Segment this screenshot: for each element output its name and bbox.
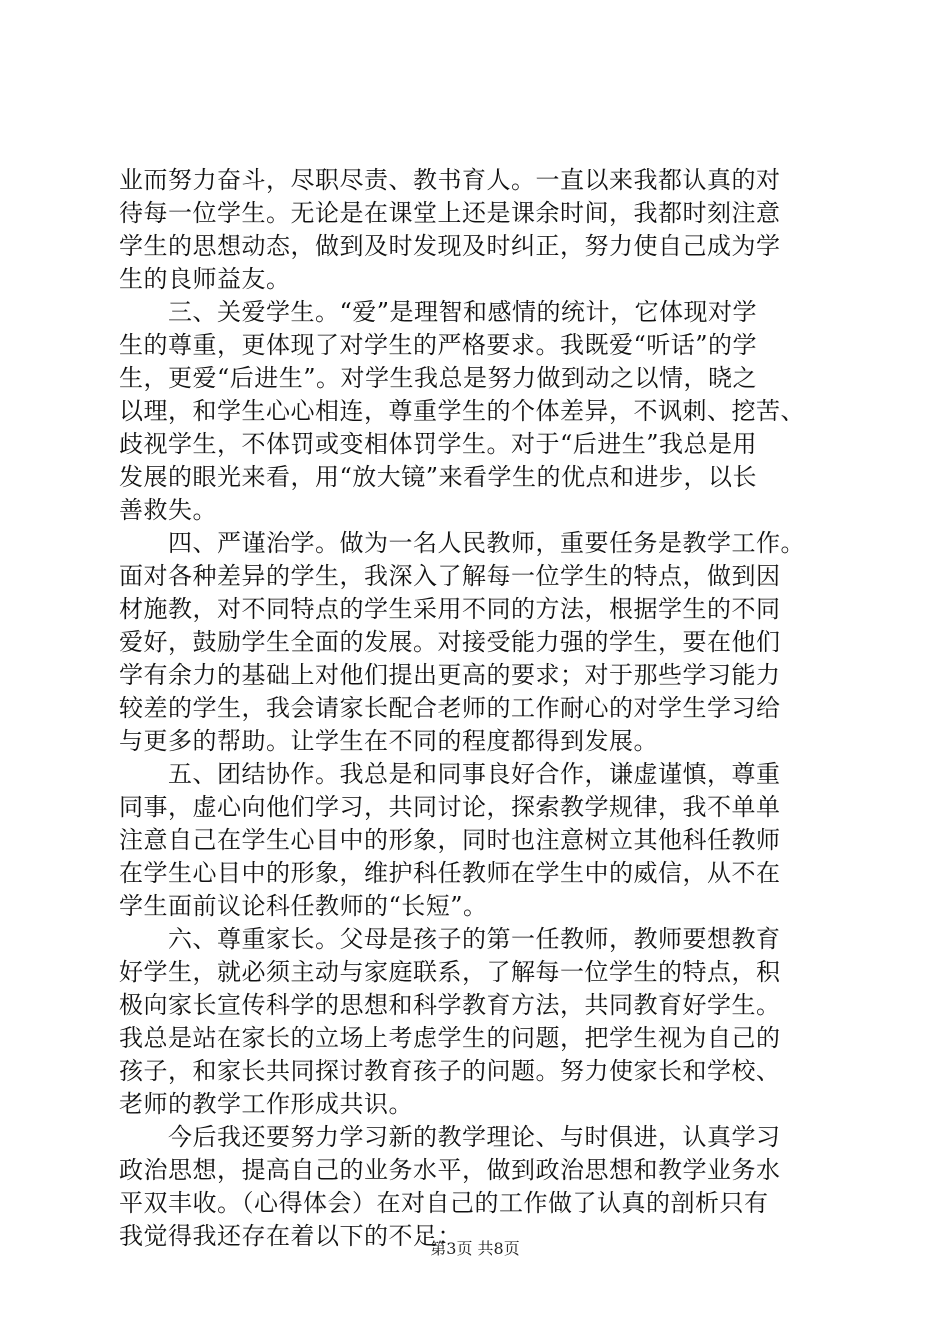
body-text (119, 164, 839, 1253)
text-line: 业而努力奋斗，尽职尽责、教书育人。一直以来我都认真的对 (119, 166, 781, 194)
text-line: 生的良师益友。 (119, 265, 291, 293)
text-line: 发展的眼光来看，用“放大镜”来看学生的优点和进步，以长 (119, 463, 758, 491)
text-line: 较差的学生，我会请家长配合老师的工作耐心的对学生学习给 (119, 694, 781, 722)
text-line: 六、尊重家长。父母是孩子的第一任教师，教师要想教育 (119, 925, 781, 953)
text-line: 平双丰收。（心得体会）在对自己的工作做了认真的剖析只有 (119, 1189, 769, 1217)
text-line: 爱好，鼓励学生全面的发展。对接受能力强的学生，要在他们 (119, 628, 781, 656)
text-line: 孩子，和家长共同探讨教育孩子的问题。努力使家长和学校、 (119, 1057, 781, 1085)
text-line: 四、严谨治学。做为一名人民教师，重要任务是教学工作。 (119, 529, 805, 557)
text-line: 三、关爱学生。“爱”是理智和感情的统计，它体现对学 (119, 298, 758, 326)
text-line: 在学生心目中的形象，维护科任教师在学生中的威信，从不在 (119, 859, 781, 887)
text-line: 老师的教学工作形成共识。 (119, 1090, 413, 1118)
text-line: 学有余力的基础上对他们提出更高的要求；对于那些学习能力 (119, 661, 781, 689)
text-line: 我总是站在家长的立场上考虑学生的问题，把学生视为自己的 (119, 1024, 781, 1052)
text-line: 五、团结协作。我总是和同事良好合作，谦虚谨慎，尊重 (119, 760, 781, 788)
text-line: 学生的思想动态，做到及时发现及时纠正，努力使自己成为学 (119, 232, 781, 260)
text-line: 同事，虚心向他们学习，共同讨论，探索教学规律，我不单单 (119, 793, 781, 821)
text-line: 与更多的帮助。让学生在不同的程度都得到发展。 (119, 727, 658, 755)
text-line: 生，更爱“后进生”。对学生我总是努力做到动之以情，晓之 (119, 364, 758, 392)
text-line: 歧视学生，不体罚或变相体罚学生。对于“后进生”我总是用 (119, 430, 758, 458)
text-line: 待每一位学生。无论是在课堂上还是课余时间，我都时刻注意 (119, 199, 781, 227)
text-line: 今后我还要努力学习新的教学理论、与时俱进，认真学习 (119, 1123, 781, 1151)
text-line: 好学生，就必须主动与家庭联系，了解每一位学生的特点，积 (119, 958, 781, 986)
text-line: 我觉得我还存在着以下的不足： (119, 1222, 462, 1250)
text-line: 政治思想，提高自己的业务水平，做到政治思想和教学业务水 (119, 1156, 781, 1184)
text-line: 以理，和学生心心相连，尊重学生的个体差异，不讽刺、挖苦、 (119, 397, 805, 425)
text-line: 生的尊重，更体现了对学生的严格要求。我既爱“听话”的学 (119, 331, 758, 359)
text-line: 面对各种差异的学生，我深入了解每一位学生的特点，做到因 (119, 562, 781, 590)
text-line: 学生面前议论科任教师的“长短”。 (119, 892, 488, 920)
text-line: 材施教，对不同特点的学生采用不同的方法，根据学生的不同 (119, 595, 781, 623)
text-line: 极向家长宣传科学的思想和科学教育方法，共同教育好学生。 (119, 991, 781, 1019)
text-line: 善救失。 (119, 496, 217, 524)
text-line: 注意自己在学生心目中的形象，同时也注意树立其他科任教师 (119, 826, 781, 854)
page-footer: 第3页 共8页 (430, 1239, 520, 1258)
